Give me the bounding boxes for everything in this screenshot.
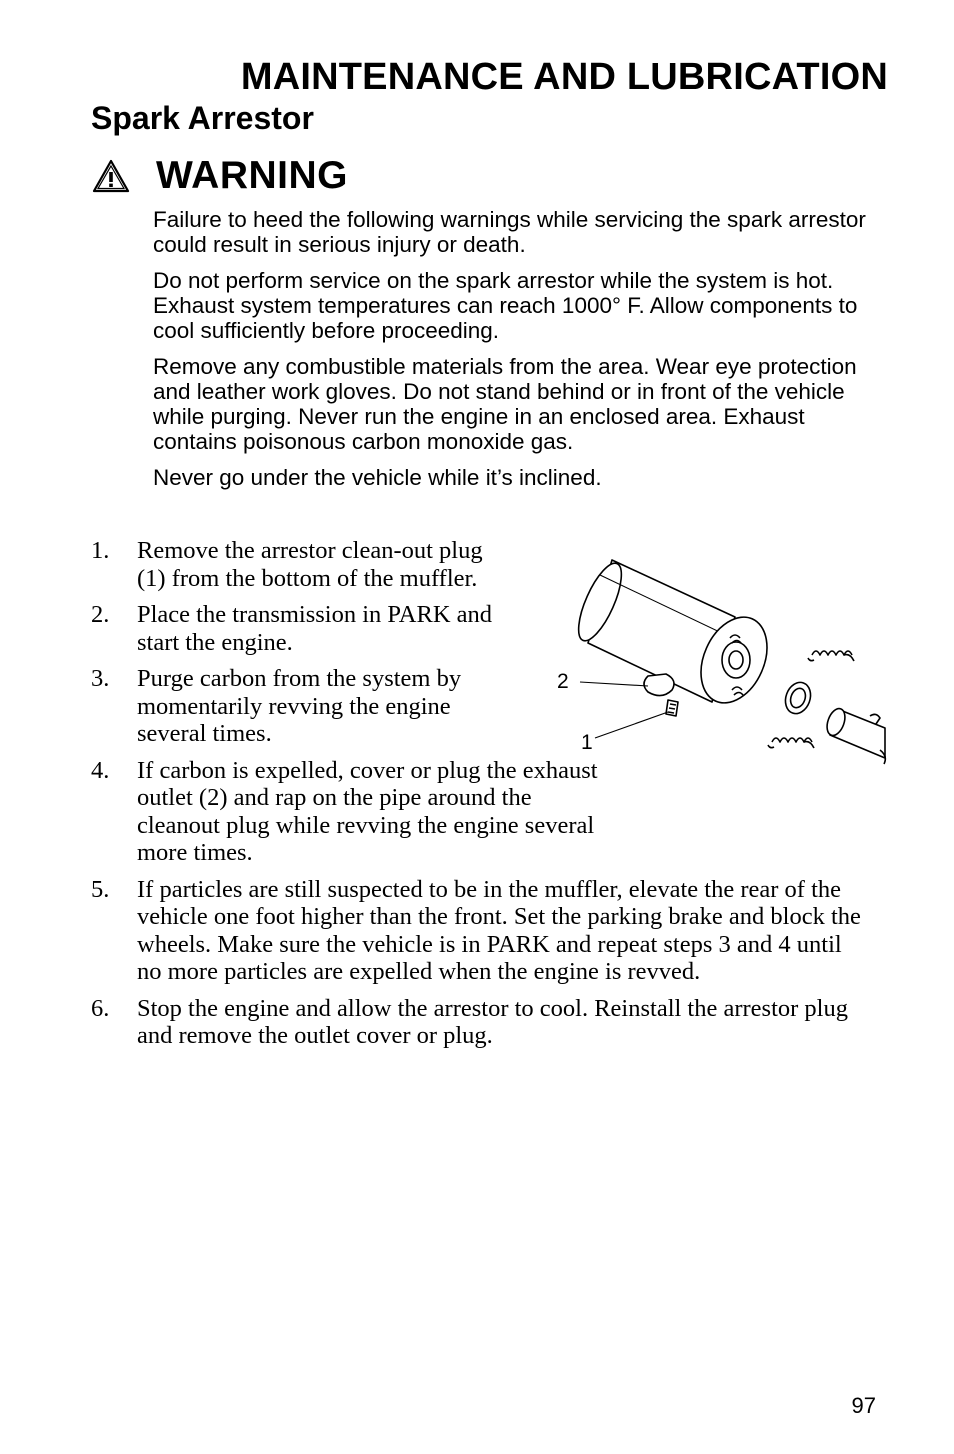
warning-paragraph: Never go under the vehicle while it’s inclined. [153, 465, 602, 490]
step-number: 4. [91, 756, 110, 784]
callout-label: 2 [557, 670, 569, 693]
warning-body [153, 207, 883, 501]
warning-triangle-icon [92, 159, 130, 193]
chapter-title: MAINTENANCE AND LUBRICATION [240, 56, 888, 98]
step-text: Remove the arrestor clean-out plug (1) from the bottom of the muffler. [137, 537, 483, 592]
section-title: Spark Arrestor [91, 100, 314, 136]
step-text: Purge carbon from the system by momentarily revving the engine several times. [137, 665, 462, 747]
step-text: Place the transmission in PARK and start the engine. [137, 601, 493, 656]
warning-paragraph: Remove any combustible materials from the area. Wear eye protection and leather work gloves. Do not stand behind or in front of the vehicle while purging. Never run the engine in an enclosed area. Exhaust contains poisonous carbon monoxide gas. [153, 354, 857, 454]
step-number: 5. [91, 875, 110, 903]
step-item [91, 995, 891, 1050]
step-text: If carbon is expelled, cover or plug the exhaust outlet (2) and rap on the pipe around the cleanout plug while revving the engine several more times. [137, 756, 598, 866]
step-item [91, 876, 891, 986]
warning-paragraph: Failure to heed the following warnings while servicing the spark arrestor could result in serious injury or death. [153, 207, 866, 257]
step-number: 2. [91, 601, 110, 628]
warning-paragraph: Do not perform service on the spark arrestor while the system is hot. Exhaust system temperatures can reach 1000° F. Allow components to cool sufficiently before proceeding. [153, 268, 858, 343]
step-number: 6. [91, 994, 110, 1022]
spark-arrestor-illustration [540, 550, 900, 780]
muffler-diagram [540, 550, 900, 780]
warning-label: WARNING [156, 154, 348, 197]
page-number: 97 [851, 1393, 876, 1418]
callout-label: 1 [581, 731, 593, 754]
step-number: 1. [91, 537, 110, 564]
warning-heading [92, 154, 348, 198]
step-text: If particles are still suspected to be in the muffler, elevate the rear of the vehicle one foot higher than the front. Set the parking brake and block the wheels. Make sure the vehicle is in PARK and repeat steps 3 and 4 until no more particles are expelled when the engine is revved. [137, 875, 861, 985]
step-number: 3. [91, 665, 110, 692]
step-text: Stop the engine and allow the arrestor to cool. Reinstall the arrestor plug and remove the outlet cover or plug. [137, 994, 848, 1049]
